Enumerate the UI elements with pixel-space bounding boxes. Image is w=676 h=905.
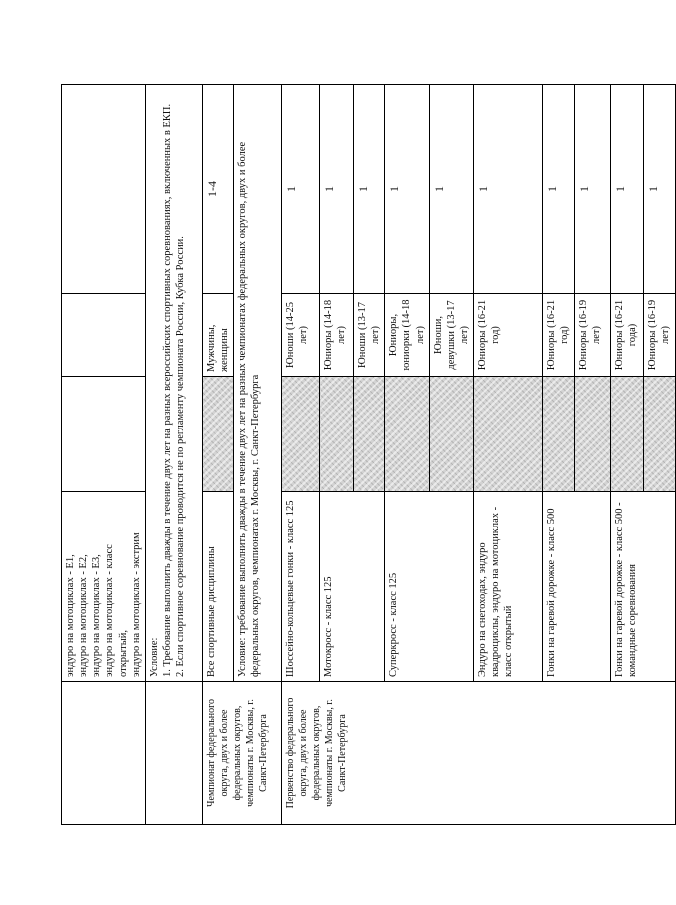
discipline-cell: Суперкросс - класс 125 [385,492,474,682]
discipline-cell: Мотокросс - класс 125 [320,492,385,682]
condition-cell: Условие: требование выполнить дважды в течение двух лет на разных чемпионатах федеральных округов, двух и более федеральных округов, чемпионатах г. Москвы, г. Санкт-Петербурга [234,85,282,682]
table-row [62,85,146,825]
rotated-table-wrapper [61,85,672,825]
shaded-cell [385,377,429,492]
place-cell: 1 [282,85,320,294]
table-row [202,85,233,825]
empty-cell [62,294,146,377]
place-cell: 1 [575,85,611,294]
condition-line: 1. Требование выполнить дважды в течение двух лет на разных всероссийских спортивных соревнованиях, включенных в ЕКП. [161,103,173,677]
table-row [282,85,320,825]
place-cell: 1 [644,85,676,294]
group-cell: Юноши, девушки (13-17 лет) [429,294,473,377]
shaded-cell [320,377,354,492]
discipline-cell: Гонки на гаревой дорожке - класс 500 - командные соревнования [611,492,676,682]
competition-name-cell: Первенство федерального округа, двух и более федеральных округов, чемпионаты г. Москвы, г. Санкт-Петербурга [282,682,676,825]
shaded-cell [429,377,473,492]
enduro-disciplines-cell [62,492,146,682]
condition-line: Условие: [148,637,160,677]
discipline-cell: Шоссейно-кольцевые гонки - класс 125 [282,492,320,682]
place-cell: 1-4 [202,85,233,294]
place-cell: 1 [429,85,473,294]
group-cell: Юниоры (16-21 года) [611,294,644,377]
shaded-cell [611,377,644,492]
group-cell: Юниоры (16-19 лет) [575,294,611,377]
place-cell: 1 [611,85,644,294]
list-item: эндуро на мотоциклах - Е3, [91,554,103,677]
shaded-cell [474,377,543,492]
shaded-cell [644,377,676,492]
group-cell: Юниоры, юниорки (14-18 лет) [385,294,429,377]
place-cell: 1 [474,85,543,294]
condition-line: 2. Если спортивное соревнование проводится не по регламенту чемпионата России, Кубка России. [175,236,186,677]
place-cell: 1 [354,85,385,294]
empty-cell [62,377,146,492]
group-cell: Юноши (13-17 лет) [354,294,385,377]
discipline-cell: Гонки на гаревой дорожке - класс 500 [543,492,611,682]
empty-cell [62,85,146,294]
list-item: эндуро на мотоциклах - Е2, [78,554,90,677]
list-item: эндуро на мотоциклах - экстрим [130,532,142,677]
competition-name-cell: Чемпионат федерального округа, двух и более федеральных округов, чемпионаты г. Москвы, г. Санкт-Петербурга [202,682,281,825]
discipline-cell: Эндуро на снегоходах, эндуро квадроциклы, эндуро на мотоциклах - класс открытый [474,492,543,682]
shaded-cell [202,377,233,492]
shaded-cell [354,377,385,492]
place-cell: 1 [385,85,429,294]
condition-cell [145,85,202,682]
group-cell: Юниоры (14-18 лет) [320,294,354,377]
list-item: эндуро на мотоциклах - класс открытый, [104,544,129,677]
place-cell: 1 [320,85,354,294]
group-cell: Юниоры (16-21 год) [474,294,543,377]
group-cell: Мужчины, женщины [202,294,233,377]
classification-table [61,84,676,825]
table-row [145,85,202,825]
place-cell: 1 [543,85,575,294]
list-item: эндуро на мотоциклах - Е1, [65,554,76,677]
group-cell: Юниоры (16-21 год) [543,294,575,377]
group-cell: Юниоры (16-19 лет) [644,294,676,377]
shaded-cell [282,377,320,492]
shaded-cell [575,377,611,492]
empty-cell [62,682,146,825]
empty-cell [145,682,202,825]
group-cell: Юноши (14-25 лет) [282,294,320,377]
shaded-cell [543,377,575,492]
discipline-cell: Все спортивные дисциплины [202,492,233,682]
